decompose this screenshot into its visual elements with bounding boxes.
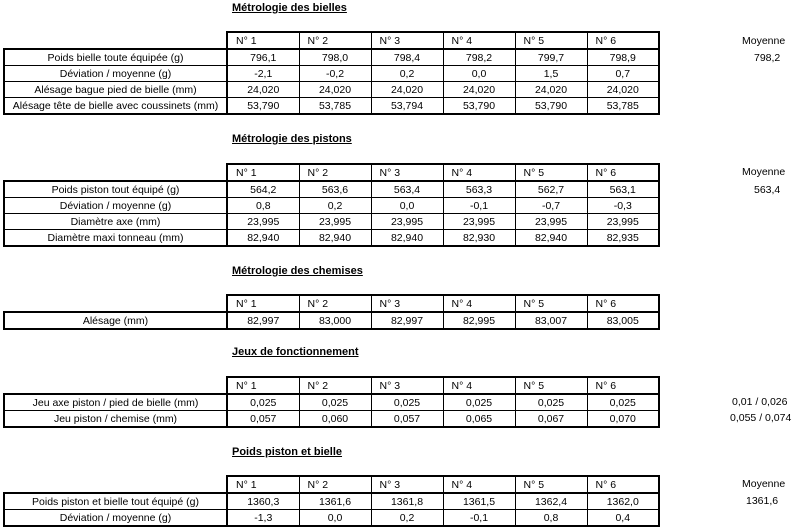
row-label: Diamètre maxi tonneau (mm): [4, 230, 227, 247]
moyenne-value: 798,2: [754, 52, 781, 64]
value-cell: 1362,4: [515, 493, 587, 510]
moyenne-value: 563,4: [754, 184, 781, 196]
table-bielles: [3, 31, 660, 115]
value-cell: -2,1: [227, 66, 299, 82]
row-label: Alésage (mm): [4, 312, 227, 329]
value-cell: 0,7: [587, 66, 659, 82]
value-cell: 24,020: [227, 82, 299, 98]
value-cell: 82,940: [299, 230, 371, 247]
table-row: [4, 394, 659, 411]
value-cell: 53,794: [371, 98, 443, 115]
header-cell-n4: N° 4: [443, 164, 515, 181]
header-cell-n6: N° 6: [587, 164, 659, 181]
table-row: [4, 230, 659, 247]
header-cell-n2: N° 2: [299, 164, 371, 181]
table-row: [4, 312, 659, 329]
value-cell: 82,935: [587, 230, 659, 247]
table-row: [4, 181, 659, 198]
value-cell: 23,995: [299, 214, 371, 230]
value-cell: 0,025: [587, 394, 659, 411]
value-cell: 0,025: [443, 394, 515, 411]
value-cell: 0,0: [443, 66, 515, 82]
header-cell-n5: N° 5: [515, 295, 587, 312]
value-cell: 1361,5: [443, 493, 515, 510]
value-cell: -0,3: [587, 198, 659, 214]
header-cell-n4: N° 4: [443, 377, 515, 394]
value-cell: 1,5: [515, 66, 587, 82]
table-row: [4, 214, 659, 230]
header-cell-n2: N° 2: [299, 32, 371, 49]
table-row: [4, 510, 659, 527]
value-cell: 563,3: [443, 181, 515, 198]
header-cell-n3: N° 3: [371, 164, 443, 181]
value-cell: 53,790: [227, 98, 299, 115]
row-label: Poids piston tout équipé (g): [4, 181, 227, 198]
table-pistons: [3, 163, 660, 247]
header-cell-n1: N° 1: [227, 164, 299, 181]
moyenne-header: Moyenne: [742, 166, 786, 178]
value-cell: 0,025: [515, 394, 587, 411]
row-label: Poids piston et bielle tout équipé (g): [4, 493, 227, 510]
value-cell: 0,025: [299, 394, 371, 411]
header-empty-cell: [4, 164, 227, 181]
value-cell: -0,1: [443, 510, 515, 527]
value-cell: 0,2: [371, 66, 443, 82]
header-cell-n5: N° 5: [515, 32, 587, 49]
section-title: Métrologie des chemises: [232, 265, 363, 277]
header-cell-n1: N° 1: [227, 377, 299, 394]
header-cell-n3: N° 3: [371, 377, 443, 394]
value-cell: 53,790: [443, 98, 515, 115]
value-cell: 563,4: [371, 181, 443, 198]
value-cell: 23,995: [515, 214, 587, 230]
value-cell: 0,065: [443, 411, 515, 428]
header-cell-n2: N° 2: [299, 476, 371, 493]
value-cell: 798,2: [443, 49, 515, 66]
value-cell: 1362,0: [587, 493, 659, 510]
row-label: Alésage tête de bielle avec coussinets (mm): [4, 98, 227, 115]
value-cell: -0,7: [515, 198, 587, 214]
value-cell: 563,1: [587, 181, 659, 198]
header-row: [4, 476, 659, 493]
value-cell: -0,1: [443, 198, 515, 214]
row-label: Jeu piston / chemise (mm): [4, 411, 227, 428]
value-cell: 82,930: [443, 230, 515, 247]
header-cell-n2: N° 2: [299, 377, 371, 394]
table-poids-piston-bielle: [3, 475, 660, 527]
value-cell: 0,0: [299, 510, 371, 527]
value-cell: 0,8: [227, 198, 299, 214]
value-cell: 0,0: [371, 198, 443, 214]
table-row: [4, 493, 659, 510]
value-cell: 798,0: [299, 49, 371, 66]
value-cell: 0,2: [371, 510, 443, 527]
value-cell: 23,995: [371, 214, 443, 230]
value-cell: 0,2: [299, 198, 371, 214]
value-cell: 0,060: [299, 411, 371, 428]
value-cell: 796,1: [227, 49, 299, 66]
value-cell: 0,057: [227, 411, 299, 428]
row-label: Déviation / moyenne (g): [4, 198, 227, 214]
table-row: [4, 82, 659, 98]
header-cell-n4: N° 4: [443, 476, 515, 493]
section-title: Jeux de fonctionnement: [232, 346, 359, 358]
value-cell: 83,000: [299, 312, 371, 329]
header-cell-n3: N° 3: [371, 476, 443, 493]
header-cell-n5: N° 5: [515, 377, 587, 394]
value-cell: 83,005: [587, 312, 659, 329]
value-cell: 53,785: [299, 98, 371, 115]
value-cell: 0,8: [515, 510, 587, 527]
value-cell: 53,790: [515, 98, 587, 115]
value-cell: 0,025: [227, 394, 299, 411]
value-cell: 1361,6: [299, 493, 371, 510]
value-cell: 82,997: [227, 312, 299, 329]
value-cell: 82,997: [371, 312, 443, 329]
header-empty-cell: [4, 476, 227, 493]
value-cell: 82,940: [227, 230, 299, 247]
header-cell-n4: N° 4: [443, 32, 515, 49]
header-empty-cell: [4, 377, 227, 394]
moyenne-value: 1361,6: [746, 495, 779, 507]
table-row: [4, 198, 659, 214]
table-jeux: [3, 376, 660, 428]
moyenne-header: Moyenne: [742, 478, 786, 490]
value-cell: 798,4: [371, 49, 443, 66]
header-row: [4, 32, 659, 49]
header-cell-n2: N° 2: [299, 295, 371, 312]
header-row: [4, 164, 659, 181]
header-row: [4, 295, 659, 312]
section-title: Métrologie des bielles: [232, 2, 347, 14]
row-label: Déviation / moyenne (g): [4, 510, 227, 527]
header-cell-n3: N° 3: [371, 32, 443, 49]
value-cell: 562,7: [515, 181, 587, 198]
value-cell: 0,067: [515, 411, 587, 428]
value-cell: 82,940: [515, 230, 587, 247]
header-empty-cell: [4, 32, 227, 49]
tolerance-value: 0,01 / 0,026: [732, 396, 788, 408]
value-cell: 24,020: [515, 82, 587, 98]
value-cell: 23,995: [443, 214, 515, 230]
table-row: [4, 49, 659, 66]
row-label: Alésage bague pied de bielle (mm): [4, 82, 227, 98]
row-label: Déviation / moyenne (g): [4, 66, 227, 82]
header-cell-n1: N° 1: [227, 295, 299, 312]
header-cell-n6: N° 6: [587, 476, 659, 493]
value-cell: -0,2: [299, 66, 371, 82]
row-label: Diamètre axe (mm): [4, 214, 227, 230]
value-cell: 798,9: [587, 49, 659, 66]
value-cell: 23,995: [587, 214, 659, 230]
value-cell: 23,995: [227, 214, 299, 230]
value-cell: 0,070: [587, 411, 659, 428]
header-cell-n5: N° 5: [515, 164, 587, 181]
row-label: Poids bielle toute équipée (g): [4, 49, 227, 66]
value-cell: 24,020: [371, 82, 443, 98]
table-row: [4, 411, 659, 428]
value-cell: 0,025: [371, 394, 443, 411]
header-cell-n5: N° 5: [515, 476, 587, 493]
value-cell: 563,6: [299, 181, 371, 198]
header-cell-n3: N° 3: [371, 295, 443, 312]
value-cell: 0,057: [371, 411, 443, 428]
table-row: [4, 66, 659, 82]
value-cell: 1360,3: [227, 493, 299, 510]
value-cell: 53,785: [587, 98, 659, 115]
header-row: [4, 377, 659, 394]
header-empty-cell: [4, 295, 227, 312]
value-cell: 799,7: [515, 49, 587, 66]
section-title: Poids piston et bielle: [232, 446, 343, 458]
value-cell: 82,940: [371, 230, 443, 247]
header-cell-n1: N° 1: [227, 32, 299, 49]
header-cell-n4: N° 4: [443, 295, 515, 312]
value-cell: 0,4: [587, 510, 659, 527]
header-cell-n6: N° 6: [587, 295, 659, 312]
value-cell: 82,995: [443, 312, 515, 329]
table-row: [4, 98, 659, 115]
value-cell: 1361,8: [371, 493, 443, 510]
moyenne-header: Moyenne: [742, 35, 786, 47]
header-cell-n6: N° 6: [587, 377, 659, 394]
tolerance-value: 0,055 / 0,074: [730, 412, 792, 424]
header-cell-n1: N° 1: [227, 476, 299, 493]
header-cell-n6: N° 6: [587, 32, 659, 49]
section-title: Métrologie des pistons: [232, 133, 352, 145]
table-chemises: [3, 294, 660, 330]
value-cell: 564,2: [227, 181, 299, 198]
value-cell: 24,020: [587, 82, 659, 98]
value-cell: 24,020: [299, 82, 371, 98]
row-label: Jeu axe piston / pied de bielle (mm): [4, 394, 227, 411]
value-cell: -1,3: [227, 510, 299, 527]
value-cell: 24,020: [443, 82, 515, 98]
value-cell: 83,007: [515, 312, 587, 329]
